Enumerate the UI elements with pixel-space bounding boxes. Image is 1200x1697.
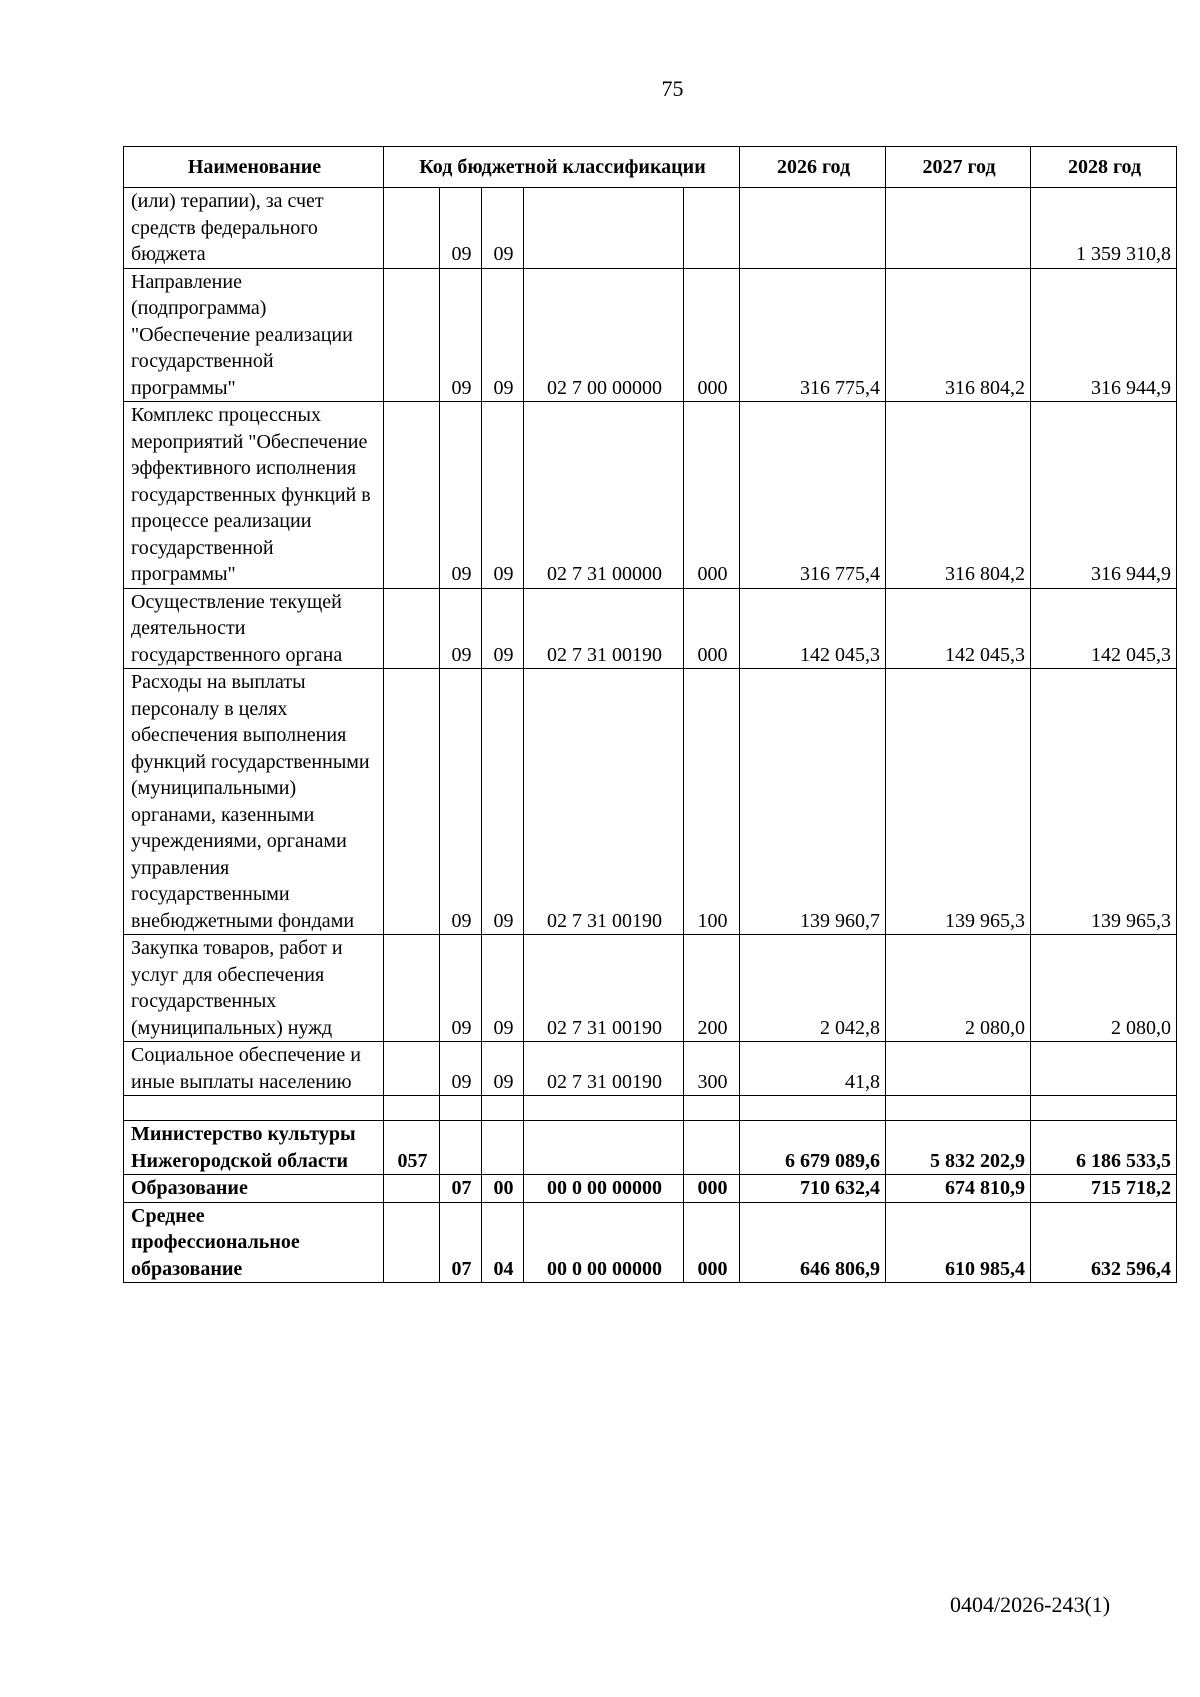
row-2027: 2 080,0 bbox=[886, 935, 1031, 1042]
row-pr: 04 bbox=[482, 1202, 524, 1283]
row-ved bbox=[384, 1202, 440, 1283]
row-name: (или) терапии), за счет средств федерального бюджета bbox=[124, 188, 384, 269]
row-2027: 316 804,2 bbox=[886, 402, 1031, 589]
row-pr: 09 bbox=[482, 188, 524, 269]
row-name: Образование bbox=[124, 1175, 384, 1203]
row-name: Расходы на выплаты персоналу в целях обеспечения выполнения функций государственными (муниципальными) органами, казенными учреждениями, органами управления государственными внебюджетными фондами bbox=[124, 669, 384, 935]
row-2026: 41,8 bbox=[740, 1042, 886, 1096]
row-name: Комплекс процессных мероприятий "Обеспечение эффективного исполнения государственных функций в процессе реализации государственной программы" bbox=[124, 402, 384, 589]
row-2026: 139 960,7 bbox=[740, 669, 886, 935]
row-name: Осуществление текущей деятельности государственного органа bbox=[124, 588, 384, 669]
row-2028: 1 359 310,8 bbox=[1031, 188, 1177, 269]
row-pr: 09 bbox=[482, 669, 524, 935]
row-vr: 200 bbox=[684, 935, 740, 1042]
row-name: Социальное обеспечение и иные выплаты населению bbox=[124, 1042, 384, 1096]
table-row bbox=[124, 188, 1177, 269]
row-name: Министерство культуры Нижегородской области bbox=[124, 1121, 384, 1175]
row-rz bbox=[440, 1121, 482, 1175]
document-code: 0404/2026-243(1) bbox=[950, 1592, 1111, 1617]
row-ved bbox=[384, 402, 440, 589]
row-vr: 000 bbox=[684, 1175, 740, 1203]
row-2027: 316 804,2 bbox=[886, 268, 1031, 402]
row-pr bbox=[482, 1096, 524, 1121]
table-row bbox=[124, 402, 1177, 589]
row-vr bbox=[684, 188, 740, 269]
row-csr: 00 0 00 00000 bbox=[524, 1175, 684, 1203]
row-pr: 09 bbox=[482, 402, 524, 589]
row-vr: 100 bbox=[684, 669, 740, 935]
row-csr: 02 7 31 00000 bbox=[524, 402, 684, 589]
row-2026: 6 679 089,6 bbox=[740, 1121, 886, 1175]
row-name: Направление (подпрограмма) "Обеспечение реализации государственной программы" bbox=[124, 268, 384, 402]
row-ved bbox=[384, 588, 440, 669]
row-2026: 2 042,8 bbox=[740, 935, 886, 1042]
row-pr: 09 bbox=[482, 268, 524, 402]
row-rz: 09 bbox=[440, 1042, 482, 1096]
row-2028: 316 944,9 bbox=[1031, 402, 1177, 589]
row-name bbox=[124, 1096, 384, 1121]
row-2026 bbox=[740, 1096, 886, 1121]
row-2028: 2 080,0 bbox=[1031, 935, 1177, 1042]
row-2027: 139 965,3 bbox=[886, 669, 1031, 935]
row-vr: 000 bbox=[684, 588, 740, 669]
row-csr: 02 7 31 00190 bbox=[524, 669, 684, 935]
row-2027: 5 832 202,9 bbox=[886, 1121, 1031, 1175]
row-vr: 300 bbox=[684, 1042, 740, 1096]
row-2026: 710 632,4 bbox=[740, 1175, 886, 1203]
row-pr: 00 bbox=[482, 1175, 524, 1203]
row-2027: 610 985,4 bbox=[886, 1202, 1031, 1283]
row-2027: 142 045,3 bbox=[886, 588, 1031, 669]
row-2028 bbox=[1031, 1096, 1177, 1121]
row-2027 bbox=[886, 1042, 1031, 1096]
row-rz: 09 bbox=[440, 268, 482, 402]
row-ved bbox=[384, 1175, 440, 1203]
row-rz bbox=[440, 1096, 482, 1121]
empty-row bbox=[124, 1096, 1177, 1121]
row-ved bbox=[384, 1096, 440, 1121]
row-ved bbox=[384, 935, 440, 1042]
row-2028: 142 045,3 bbox=[1031, 588, 1177, 669]
row-2026: 316 775,4 bbox=[740, 402, 886, 589]
row-2028: 139 965,3 bbox=[1031, 669, 1177, 935]
header-2026: 2026 год bbox=[740, 147, 886, 188]
header-row bbox=[124, 147, 1177, 188]
row-vr: 000 bbox=[684, 1202, 740, 1283]
header-code: Код бюджетной классификации bbox=[384, 147, 740, 188]
row-name: Среднее профессиональное образование bbox=[124, 1202, 384, 1283]
table-row bbox=[124, 588, 1177, 669]
row-ved bbox=[384, 268, 440, 402]
header-2027: 2027 год bbox=[886, 147, 1031, 188]
row-pr: 09 bbox=[482, 935, 524, 1042]
row-rz: 09 bbox=[440, 188, 482, 269]
row-2026 bbox=[740, 188, 886, 269]
row-2028 bbox=[1031, 1042, 1177, 1096]
page-number: 75 bbox=[661, 76, 684, 101]
header-2028: 2028 год bbox=[1031, 147, 1177, 188]
row-vr: 000 bbox=[684, 268, 740, 402]
row-vr bbox=[684, 1096, 740, 1121]
row-pr: 09 bbox=[482, 588, 524, 669]
row-2027: 674 810,9 bbox=[886, 1175, 1031, 1203]
table-row bbox=[124, 1042, 1177, 1096]
row-ved bbox=[384, 188, 440, 269]
row-csr bbox=[524, 1096, 684, 1121]
row-csr: 02 7 31 00190 bbox=[524, 1042, 684, 1096]
row-csr bbox=[524, 188, 684, 269]
row-2028: 632 596,4 bbox=[1031, 1202, 1177, 1283]
row-2026: 142 045,3 bbox=[740, 588, 886, 669]
row-2027 bbox=[886, 188, 1031, 269]
row-rz: 09 bbox=[440, 402, 482, 589]
row-csr: 00 0 00 00000 bbox=[524, 1202, 684, 1283]
row-name: Закупка товаров, работ и услуг для обеспечения государственных (муниципальных) нужд bbox=[124, 935, 384, 1042]
row-2028: 316 944,9 bbox=[1031, 268, 1177, 402]
row-rz: 09 bbox=[440, 935, 482, 1042]
row-vr bbox=[684, 1121, 740, 1175]
table-row bbox=[124, 669, 1177, 935]
row-csr: 02 7 00 00000 bbox=[524, 268, 684, 402]
row-csr bbox=[524, 1121, 684, 1175]
row-rz: 07 bbox=[440, 1175, 482, 1203]
table-row bbox=[124, 268, 1177, 402]
table-row bbox=[124, 1202, 1177, 1283]
row-csr: 02 7 31 00190 bbox=[524, 935, 684, 1042]
table-row bbox=[124, 935, 1177, 1042]
row-pr bbox=[482, 1121, 524, 1175]
row-vr: 000 bbox=[684, 402, 740, 589]
row-rz: 09 bbox=[440, 669, 482, 935]
budget-table bbox=[123, 146, 1177, 1283]
row-2028: 6 186 533,5 bbox=[1031, 1121, 1177, 1175]
row-2028: 715 718,2 bbox=[1031, 1175, 1177, 1203]
row-rz: 07 bbox=[440, 1202, 482, 1283]
row-2026: 646 806,9 bbox=[740, 1202, 886, 1283]
row-rz: 09 bbox=[440, 588, 482, 669]
row-2026: 316 775,4 bbox=[740, 268, 886, 402]
row-ved bbox=[384, 669, 440, 935]
row-pr: 09 bbox=[482, 1042, 524, 1096]
row-2027 bbox=[886, 1096, 1031, 1121]
row-csr: 02 7 31 00190 bbox=[524, 588, 684, 669]
header-name: Наименование bbox=[124, 147, 384, 188]
table-row bbox=[124, 1121, 1177, 1175]
row-ved: 057 bbox=[384, 1121, 440, 1175]
table-row bbox=[124, 1175, 1177, 1203]
row-ved bbox=[384, 1042, 440, 1096]
